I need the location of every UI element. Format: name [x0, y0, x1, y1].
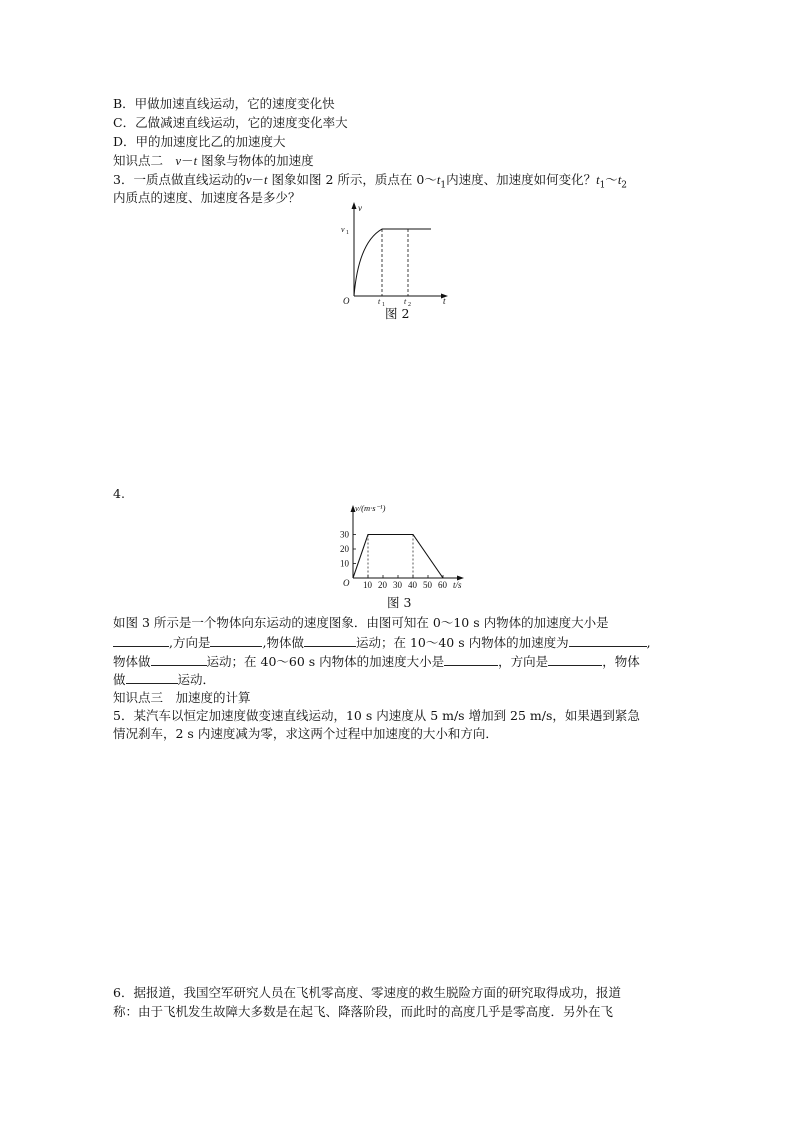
q3-var-v: v — [245, 173, 252, 187]
q3-tilde: ～ — [605, 172, 618, 187]
fig2-y-arrow — [352, 202, 357, 209]
q4-text-motion: ,物体做 — [262, 635, 304, 650]
fig2-velocity-curve — [354, 229, 431, 296]
kp3-text: 知识点三 加速度的计算 — [113, 690, 251, 705]
fig3-y-tick-label: 30 — [340, 529, 349, 540]
q4-blank-dir-40-60[interactable] — [548, 653, 602, 666]
q3-minus: － — [251, 172, 265, 187]
q3-sub-2: 2 — [621, 180, 628, 191]
kp2-prefix: 知识点二 — [113, 153, 164, 168]
q4-blank-accel-40-60[interactable] — [444, 653, 498, 666]
question-6-line-1 — [113, 985, 621, 1001]
q3-sub-1b: 1 — [599, 180, 606, 191]
option-d — [113, 134, 286, 150]
question-5-line-2 — [113, 726, 498, 742]
figure-3-vt-graph — [333, 500, 473, 596]
fig3-x-tick-label: 60 — [438, 580, 447, 590]
question-6-line-2 — [113, 1004, 613, 1020]
q4-text-end: 运动． — [177, 672, 216, 687]
fig2-t2-label: t — [404, 297, 407, 306]
fig2-origin: O — [343, 296, 350, 306]
q4-blank-accel-10-40[interactable] — [569, 634, 647, 647]
q3-text-a: 3．一质点做直线运动的 — [113, 172, 246, 187]
question-4-line-1 — [113, 615, 609, 631]
knowledge-point-3-heading — [113, 690, 251, 706]
option-b — [113, 96, 335, 112]
q4-text-do: 做 — [113, 672, 126, 687]
q4-blank-motion-40-60[interactable] — [126, 671, 178, 684]
q4-comma: , — [646, 635, 651, 650]
fig2-x-label: t — [443, 296, 446, 306]
q3-text-b: 图象如图 2 所示，质点在 0～ — [271, 172, 437, 187]
q5-line-2-text: 情况刹车，2 s 内速度减为零，求这两个过程中加速度的大小和方向． — [113, 726, 498, 741]
kp2-minus: － — [181, 153, 194, 168]
q3-var-t1b: t — [596, 173, 600, 187]
question-5-line-1 — [113, 708, 640, 724]
kp2-var-t: t — [193, 154, 198, 168]
kp2-var-v: v — [175, 154, 182, 168]
fig3-y-label: v/(m·s⁻¹) — [355, 503, 386, 513]
kp2-suffix: 图象与物体的加速度 — [201, 153, 314, 168]
fig3-y-tick-label: 20 — [340, 544, 349, 554]
option-b-text: B．甲做加速直线运动，它的速度变化快 — [113, 96, 335, 111]
q5-line-1-text: 5．某汽车以恒定加速度做变速直线运动，10 s 内速度从 5 m/s 增加到 25 m/s，如果遇到紧急 — [113, 708, 640, 723]
q4-blank-accel-0-10[interactable] — [113, 634, 169, 647]
q4-number: 4. — [113, 486, 125, 501]
q3-text-c: 内速度、加速度如何变化？ — [446, 172, 597, 187]
fig3-x-tick-label: 20 — [378, 580, 387, 590]
knowledge-point-2-heading — [113, 153, 314, 169]
fig2-v1-label: v — [341, 225, 345, 234]
fig3-y-tick-label: 10 — [340, 558, 349, 569]
q3-var-t: t — [264, 173, 268, 187]
q6-line-1-text: 6．据报道，我国空军研究人员在飞机零高度、零速度的救生脱险方面的研究取得成功，报道 — [113, 985, 621, 1000]
option-c — [113, 115, 348, 131]
fig2-v1-sub: 1 — [346, 230, 349, 236]
question-4-number — [113, 486, 125, 502]
option-c-text: C．乙做减速直线运动，它的速度变化率大 — [113, 115, 348, 130]
q4-blank-motion-10-40[interactable] — [151, 653, 207, 666]
option-d-text: D．甲的加速度比乙的加速度大 — [113, 134, 286, 149]
fig3-x-tick-label: 50 — [423, 580, 432, 590]
figure-2-caption: 图 2 — [385, 306, 410, 321]
figure-2-vt-graph — [338, 200, 458, 308]
fig2-t1-label: t — [378, 297, 381, 306]
fig3-x-tick-label: 40 — [408, 580, 417, 590]
q4-text-40-60: 运动；在 40～60 s 内物体的加速度大小是 — [206, 654, 445, 669]
fig2-t2-sub: 2 — [408, 302, 411, 308]
q4-text-object-2: ，物体 — [602, 654, 640, 669]
fig3-x-tick-label: 10 — [363, 580, 372, 590]
question-4-line-2 — [113, 634, 651, 651]
q3-var-t2: t — [617, 173, 622, 187]
fig2-t1-sub: 1 — [382, 302, 385, 308]
question-3-line-2 — [113, 190, 301, 206]
q3-var-t1: t — [436, 173, 441, 187]
fig3-x-tick-label: 30 — [393, 580, 402, 590]
q4-blank-motion-0-10[interactable] — [304, 634, 356, 647]
q6-line-2-text: 称：由于飞机发生故障大多数是在起飞、降落阶段，而此时的高度几乎是零高度．另外在飞 — [113, 1004, 614, 1019]
q4-text-direction: ,方向是 — [169, 635, 211, 650]
q4-line-1-text: 如图 3 所示是一个物体向东运动的速度图象．由图可知在 0～10 s 内物体的加速度大小是 — [113, 615, 609, 630]
question-4-line-4 — [113, 671, 215, 688]
q3-line-2-text: 内质点的速度、加速度各是多少？ — [113, 190, 301, 205]
fig3-origin: O — [343, 578, 350, 588]
q4-text-object: 物体做 — [113, 654, 151, 669]
question-4-line-3 — [113, 653, 640, 670]
q4-text-direction-2: ，方向是 — [498, 654, 549, 669]
q3-sub-1: 1 — [440, 180, 447, 191]
figure-3-caption: 图 3 — [387, 595, 412, 610]
fig3-x-label: t/s — [453, 580, 462, 590]
fig3-velocity-line — [353, 535, 443, 579]
fig2-y-label: v — [358, 203, 362, 213]
q4-text-10-40: 运动；在 10～40 s 内物体的加速度为 — [355, 635, 569, 650]
q4-blank-dir-0-10[interactable] — [210, 634, 262, 647]
